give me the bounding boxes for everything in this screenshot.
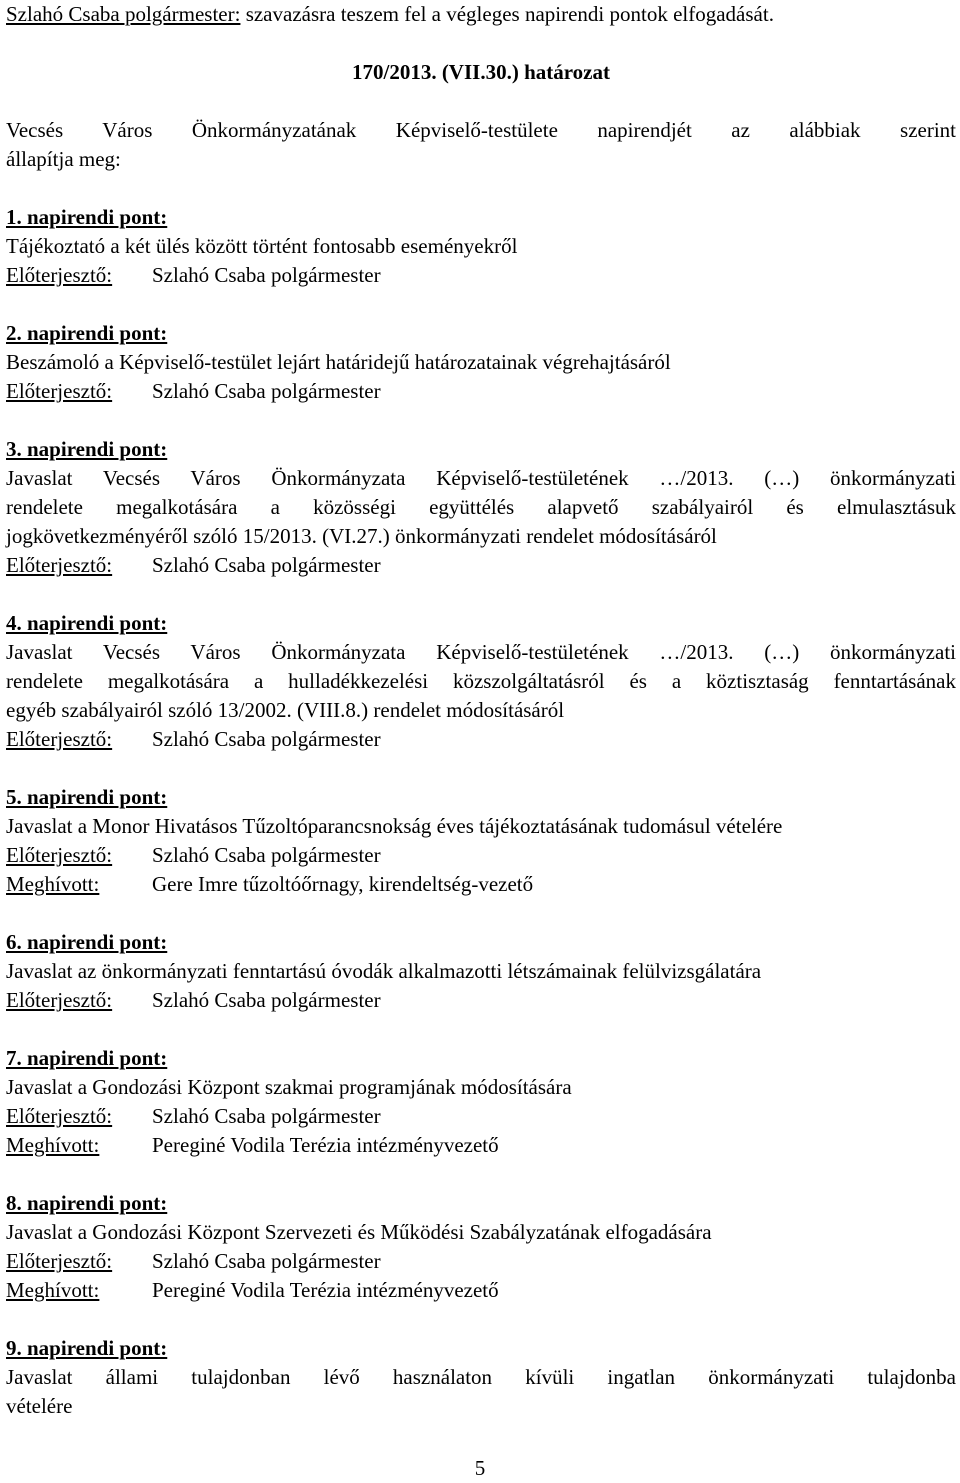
agenda-item-heading-text: 6. napirendi pont: [6, 930, 168, 954]
role-value: Gere Imre tűzoltóőrnagy, kirendeltség-vezető [152, 872, 534, 896]
agenda-item-role-row [6, 1276, 956, 1305]
role-value: Pereginé Vodila Terézia intézményvezető [152, 1133, 499, 1157]
agenda-item-title-line: Javaslat Vecsés Város Önkormányzata Képviselő-testületének …/2013. (…) önkormányzati [6, 640, 956, 664]
agenda-item-title-line: Javaslat állami tulajdonban lévő használaton kívüli ingatlan önkormányzati tulajdonba [6, 1365, 956, 1389]
agenda-item-title-line: Javaslat a Gondozási Központ Szervezeti és Működési Szabályzatának elfogadására [6, 1220, 712, 1244]
agenda-item-heading [6, 203, 956, 232]
agenda-item-heading [6, 319, 956, 348]
page-number: 5 [474, 1456, 486, 1480]
agenda-item-title-line: Javaslat a Gondozási Központ szakmai programjának módosítására [6, 1075, 572, 1099]
agenda-item-role-row [6, 870, 956, 899]
agenda-item-role-row [6, 1131, 956, 1160]
role-label: Előterjesztő: [6, 1104, 113, 1128]
agenda-item-heading-text: 3. napirendi pont: [6, 437, 168, 461]
resolution-title: 170/2013. (VII.30.) határozat [351, 60, 610, 84]
role-value: Szlahó Csaba polgármester [152, 1249, 381, 1273]
intro-paragraph [6, 0, 956, 29]
role-label: Előterjesztő: [6, 988, 113, 1012]
agenda-item [6, 435, 956, 580]
agenda-item-role-row [6, 377, 956, 406]
role-label: Előterjesztő: [6, 263, 113, 287]
agenda-item-role-row [6, 725, 956, 754]
role-label: Előterjesztő: [6, 1249, 113, 1273]
agenda-item-heading-text: 8. napirendi pont: [6, 1191, 168, 1215]
preamble-line: Vecsés Város Önkormányzatának Képviselő-testülete napirendjét az alábbiak szerint [6, 118, 956, 142]
agenda-item-title-line: vételére [6, 1394, 73, 1418]
agenda-item-role-row [6, 1102, 956, 1131]
agenda-item-title-line: Javaslat az önkormányzati fenntartású óvodák alkalmazotti létszámainak felülvizsgálatára [6, 959, 762, 983]
agenda-item-heading-text: 7. napirendi pont: [6, 1046, 168, 1070]
agenda-item-heading-text: 1. napirendi pont: [6, 205, 168, 229]
agenda-item-heading-text: 5. napirendi pont: [6, 785, 168, 809]
agenda-item [6, 319, 956, 406]
role-value: Szlahó Csaba polgármester [152, 553, 381, 577]
preamble-line: állapítja meg: [6, 147, 121, 171]
agenda-item-heading [6, 928, 956, 957]
preamble [6, 116, 956, 174]
role-value: Pereginé Vodila Terézia intézményvezető [152, 1278, 499, 1302]
agenda-item-title-line: Beszámoló a Képviselő-testület lejárt határidejű határozatainak végrehajtásáról [6, 350, 671, 374]
agenda-item-heading [6, 783, 956, 812]
agenda-item-title-line: Tájékoztató a két ülés között történt fontosabb eseményekről [6, 234, 518, 258]
agenda-item-heading [6, 1044, 956, 1073]
role-label: Meghívott: [6, 1133, 100, 1157]
agenda-item-title-line: rendelete megalkotására a közösségi együttélés alapvető szabályairól és elmulasztásuk [6, 495, 956, 519]
agenda-item-title-line: jogkövetkezményéről szóló 15/2013. (VI.27.) önkormányzati rendelet módosításáról [6, 524, 717, 548]
agenda-item-heading-text: 2. napirendi pont: [6, 321, 168, 345]
agenda-item-role-row [6, 551, 956, 580]
role-label: Előterjesztő: [6, 727, 113, 751]
agenda-item [6, 1334, 956, 1421]
agenda-item-heading [6, 1189, 956, 1218]
agenda-item-role-row [6, 986, 956, 1015]
agenda-item [6, 928, 956, 1015]
agenda-item-role-row [6, 841, 956, 870]
agenda-item [6, 1189, 956, 1305]
role-value: Szlahó Csaba polgármester [152, 1104, 381, 1128]
agenda-item-title-line: Javaslat a Monor Hivatásos Tűzoltóparancsnokság éves tájékoztatásának tudomásul vételére [6, 814, 783, 838]
role-value: Szlahó Csaba polgármester [152, 843, 381, 867]
agenda-item [6, 203, 956, 290]
agenda-item-title-line: egyéb szabályairól szóló 13/2002. (VIII.8.) rendelet módosításáról [6, 698, 565, 722]
agenda-item-heading [6, 435, 956, 464]
role-value: Szlahó Csaba polgármester [152, 263, 381, 287]
role-label: Meghívott: [6, 872, 100, 896]
role-value: Szlahó Csaba polgármester [152, 988, 381, 1012]
role-value: Szlahó Csaba polgármester [152, 727, 381, 751]
agenda-item-role-row [6, 1247, 956, 1276]
agenda-list [6, 203, 956, 1421]
intro-speaker: Szlahó Csaba polgármester: [6, 2, 241, 26]
agenda-item [6, 1044, 956, 1160]
role-label: Előterjesztő: [6, 553, 113, 577]
agenda-item-role-row [6, 261, 956, 290]
role-label: Meghívott: [6, 1278, 100, 1302]
role-label: Előterjesztő: [6, 843, 113, 867]
role-label: Előterjesztő: [6, 379, 113, 403]
agenda-item [6, 609, 956, 754]
role-value: Szlahó Csaba polgármester [152, 379, 381, 403]
agenda-item-heading-text: 4. napirendi pont: [6, 611, 168, 635]
document-page [6, 0, 956, 1421]
agenda-item-title-line: rendelete megalkotására a hulladékkezelési közszolgáltatásról és a köztisztaság fenntartásának [6, 669, 956, 693]
agenda-item-heading [6, 1334, 956, 1363]
agenda-item [6, 783, 956, 899]
agenda-item-heading [6, 609, 956, 638]
agenda-item-title-line: Javaslat Vecsés Város Önkormányzata Képviselő-testületének …/2013. (…) önkormányzati [6, 466, 956, 490]
agenda-item-heading-text: 9. napirendi pont: [6, 1336, 168, 1360]
intro-text: szavazásra teszem fel a végleges napirendi pontok elfogadását. [240, 2, 774, 26]
